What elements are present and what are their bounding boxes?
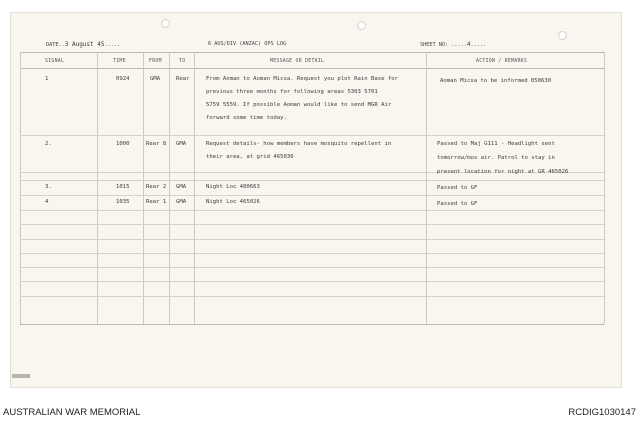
- column-divider: [97, 52, 98, 324]
- footer-archive-name: AUSTRALIAN WAR MEMORIAL: [3, 407, 141, 418]
- row-rule: [20, 135, 604, 136]
- row2-remarks-line: Passed to Maj G111 - Headlight sent: [437, 141, 555, 147]
- table-left-border: [20, 52, 21, 324]
- row2-to: GMA: [176, 141, 187, 147]
- date-label: DATE: [46, 42, 59, 48]
- column-header-message: MESSAGE OR DETAIL: [270, 59, 325, 64]
- column-header-to: TO: [179, 59, 186, 64]
- row-rule: [20, 180, 604, 181]
- row4-to: GMA: [176, 199, 187, 205]
- punch-hole: [558, 31, 567, 40]
- row2-message-line: Request details- how members have mosquito repellent in: [206, 141, 392, 147]
- row-rule: [20, 239, 604, 240]
- row1-to: Rear: [176, 76, 190, 82]
- row1-from: GMA: [150, 76, 161, 82]
- row1-signal: 1: [45, 76, 49, 82]
- column-divider: [426, 52, 427, 324]
- date-field: DATE..3 August 45.....: [46, 41, 121, 48]
- column-divider: [143, 52, 144, 324]
- unit-title: 6 AUS/DIV (ANZAC) OPS LOG: [208, 41, 287, 47]
- ink-smudge: [12, 374, 30, 378]
- row4-from: Rear 1: [146, 199, 167, 205]
- row1-time: 0924: [116, 76, 130, 82]
- row2-message-line: their area, at grid 465036: [206, 154, 294, 160]
- row1-message-line: 5759 5559. If possible Aoman would like to send MGR Air: [206, 102, 392, 108]
- column-divider: [194, 52, 195, 324]
- date-value: 3 August 45: [64, 41, 105, 48]
- row1-message-line: From Aoman to Aoman Micsa. Request you plot Rain Base for: [206, 76, 398, 82]
- row-rule: [20, 281, 604, 282]
- table-top-rule: [20, 52, 604, 53]
- column-header-from: FROM: [149, 59, 162, 64]
- row-rule: [20, 224, 604, 225]
- row3-message-line: Night Loc 480663: [206, 184, 260, 190]
- row2-remarks-line: tomorrow/mos air. Patrol to stay in: [437, 155, 555, 161]
- punch-hole: [161, 19, 170, 28]
- row-rule: [20, 267, 604, 268]
- row-rule: [20, 296, 604, 297]
- row3-remarks-line: Passed to GF: [437, 185, 478, 191]
- footer-record-id: RCDIG1030147: [568, 407, 636, 418]
- column-header-remarks: ACTION / REMARKS: [476, 59, 528, 64]
- column-header-time: TIME: [113, 59, 126, 64]
- row2-remarks-line: present location for night at GR 465026: [437, 169, 569, 175]
- row-rule: [20, 253, 604, 254]
- row2-signal: 2.: [45, 141, 52, 147]
- table-bottom-rule: [20, 324, 604, 325]
- column-divider: [169, 52, 170, 324]
- row3-from: Rear 2: [146, 184, 167, 190]
- sheet-label: SHEET NO:: [420, 42, 449, 48]
- row1-remarks-line: Aoman Micsa to be informed 050630: [440, 78, 552, 84]
- row2-time: 1000: [116, 141, 130, 147]
- row3-to: GMA: [176, 184, 187, 190]
- row1-message-line: forward some time today.: [206, 115, 287, 121]
- row3-signal: 3.: [45, 184, 52, 190]
- sheet-field: SHEET NO: .....4.....: [420, 41, 487, 48]
- row-rule: [20, 210, 604, 211]
- header-bottom-rule: [20, 68, 604, 69]
- row4-remarks-line: Passed to GF: [437, 201, 478, 207]
- row1-message-line: previous three months for following areas 5303 5701: [206, 89, 378, 95]
- row4-signal: 4: [45, 199, 49, 205]
- row2-from: Rear 8: [146, 141, 167, 147]
- row4-time: 1035: [116, 199, 130, 205]
- row3-time: 1015: [116, 184, 130, 190]
- table-right-border: [604, 52, 605, 324]
- row4-message-line: Night Loc 465026: [206, 199, 260, 205]
- row-rule: [20, 195, 604, 196]
- sheet-value: 4: [466, 41, 471, 48]
- punch-hole: [357, 21, 366, 30]
- column-header-signal: SIGNAL: [45, 59, 65, 64]
